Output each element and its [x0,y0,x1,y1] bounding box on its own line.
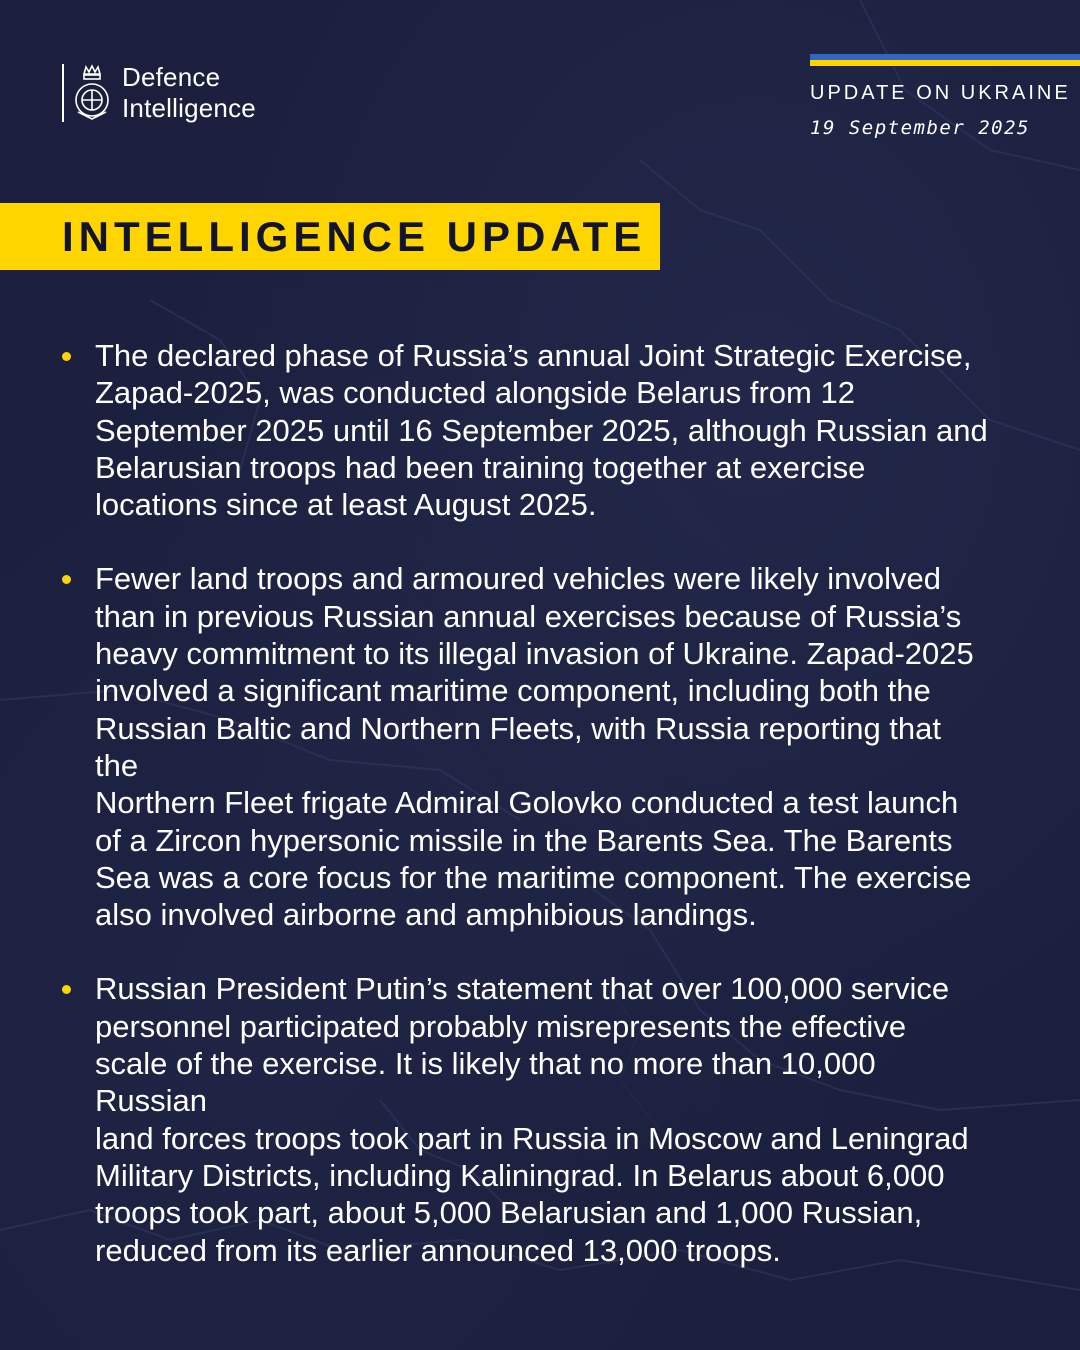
bullet-text-line: September 2025 until 16 September 2025, although Russian and [95,412,988,448]
royal-crest-icon [70,64,114,122]
bullet-text-line: Sea was a core focus for the maritime component. The exercise [95,859,972,895]
bullet-item [62,337,992,523]
bullet-text-line: locations since at least August 2025. [95,487,597,523]
logo-line-intelligence: Intelligence [122,93,256,123]
logo-line-defence: Defence [122,62,221,92]
update-label: UPDATE ON UKRAINE [810,82,1071,104]
bullet-dot-icon [62,352,71,361]
bullet-text-line: Fewer land troops and armoured vehicles were likely involved [95,561,942,597]
ukraine-flag-stripe [810,54,1080,66]
bullet-text-line: Northern Fleet frigate Admiral Golovko conducted a test launch [95,785,959,821]
bullet-text-line: of a Zircon hypersonic missile in the Barents Sea. The Barents [95,822,953,858]
banner-title: INTELLIGENCE UPDATE [62,212,647,260]
flag-stripe-yellow [810,60,1080,66]
bullet-text-line: heavy commitment to its illegal invasion of Ukraine. Zapad-2025 [95,636,974,672]
logo-wordmark [122,62,256,124]
bullet-text-line: Russian President Putin’s statement that over 100,000 service [95,971,950,1007]
update-date: 19 September 2025 [810,117,1030,139]
bullet-dot-icon [62,575,71,584]
logo-divider [62,64,64,122]
bullet-text-line: troops took part, about 5,000 Belarusian and 1,000 Russian, [95,1195,923,1231]
bullet-text-line: personnel participated probably misrepresents the effective [95,1008,907,1044]
bullet-text-line: The declared phase of Russia’s annual Joint Strategic Exercise, [95,338,972,373]
bullet-text-line: involved a significant maritime component, including both the [95,673,931,709]
bullet-text-line: also involved airborne and amphibious landings. [95,897,757,933]
bullet-text-line: scale of the exercise. It is likely that no more than 10,000 Russian [95,1046,876,1119]
bullet-text-line: Belarusian troops had been training together at exercise [95,449,866,485]
bullet-text-line: reduced from its earlier announced 13,000 troops. [95,1232,781,1268]
bullet-dot-icon [62,985,71,994]
bullet-text-line: than in previous Russian annual exercises because of Russia’s [95,598,962,634]
bullet-text-line: Zapad-2025, was conducted alongside Belarus from 12 [95,375,855,411]
bullet-text-line: Military Districts, including Kaliningrad. In Belarus about 6,000 [95,1157,945,1193]
defence-intelligence-logo [62,62,256,124]
bullet-text-line: Russian Baltic and Northern Fleets, with Russia reporting that the [95,710,942,783]
bullet-list [62,337,992,1306]
bullet-item [62,970,992,1268]
bullet-item [62,560,992,933]
bullet-text-line: land forces troops took part in Russia in Moscow and Leningrad [95,1120,969,1156]
intelligence-update-banner [0,203,660,270]
